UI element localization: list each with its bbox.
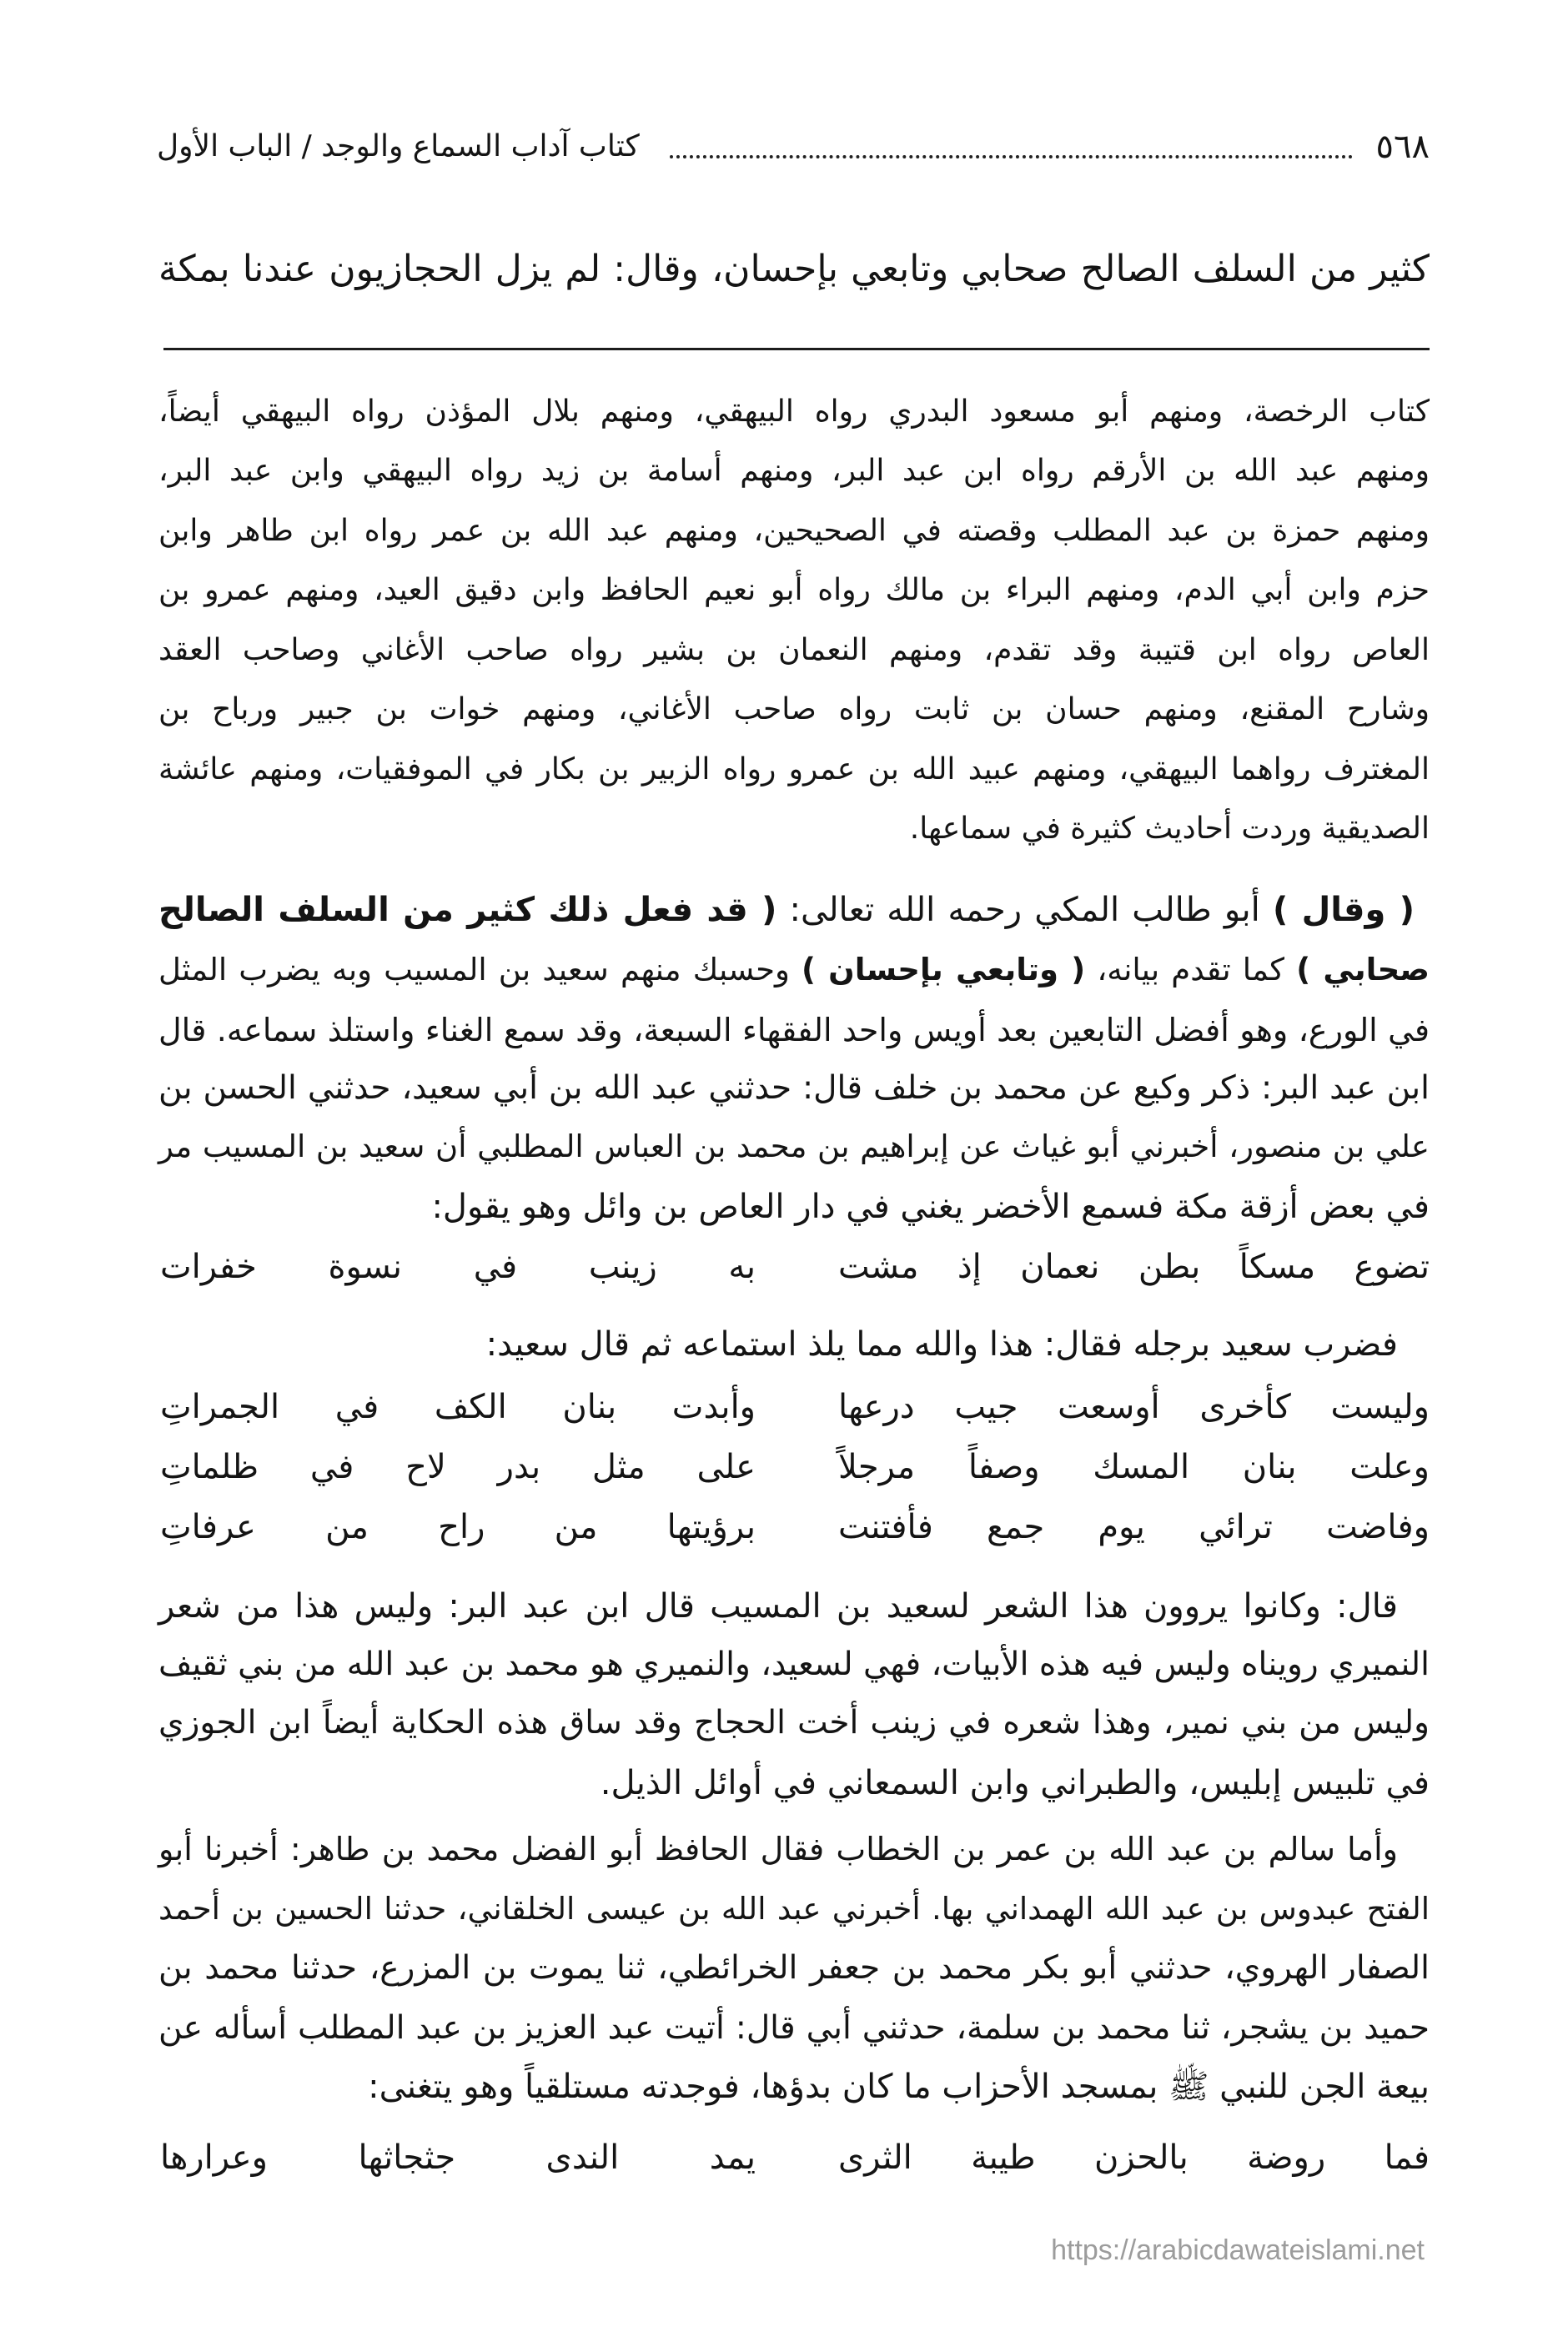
- commentary-text: كما تقدم بيانه،: [1085, 952, 1297, 988]
- body-line: [158, 883, 1430, 937]
- body-line: في تلبيس إبليس، والطبراني وابن السمعاني في أوائل الذيل.: [600, 1764, 1430, 1802]
- footnote-line: حزم وابن أبي الدم، ومنهم البراء بن مالك رواه أبو نعيم الحافظ وابن دقيق العيد، ومنهم عمرو بن: [158, 573, 1430, 607]
- body-line: بيعة الجن للنبي ﷺ بمسجد الأحزاب ما كان بدؤها، فوجدته مستلقياً وهو يتغنى:: [368, 2068, 1430, 2106]
- body-line: وأما سالم بن عبد الله بن عمر بن الخطاب فقال الحافظ أبو الفضل محمد بن طاهر: أخبرنا أبو: [158, 1831, 1398, 1867]
- body-line: [158, 1003, 1430, 1057]
- verse-second-hemistich: يمد الندى جثجاثها وعرارها: [160, 2139, 756, 2177]
- verse-second-hemistich: به زينب في نسوة خفرات: [160, 1248, 756, 1286]
- running-title: كتاب آداب السماع والوجد / الباب الأول: [157, 129, 640, 163]
- body-line: حميد بن يشجر، ثنا محمد بن سلمة، حدثني أبي قال: أتيت عبد العزيز بن عبد المطلب أسأله عن: [158, 2009, 1430, 2047]
- matn-quote: ( قد فعل ذلك كثير من السلف الصالح: [158, 891, 777, 929]
- body-line: قال: وكانوا يروون هذا الشعر لسعيد بن المسيب قال ابن عبد البر: وليس هذا من شعر: [158, 1587, 1398, 1626]
- footnote-line: وشارح المقنع، ومنهم حسان بن ثابت رواه صاحب الأغاني، ومنهم خوات بن جبير ورباح بن: [158, 692, 1430, 726]
- body-line: الصفار الهروي، حدثني أبو بكر محمد بن جعفر الخرائطي، ثنا يموت بن المزرع، حدثنا محمد بن: [158, 1949, 1430, 1987]
- commentary-text: ابن عبد البر: ذكر وكيع عن محمد بن خلف قال: حدثني عبد الله بن أبي سعيد، حدثني الحسن بن: [158, 1069, 1430, 1107]
- body-line: [158, 1062, 1430, 1115]
- matn-quote: صحابي ): [1296, 952, 1430, 988]
- verse-second-hemistich: برؤيتها من راح من عرفاتِ: [160, 1508, 756, 1546]
- main-text-line: كثير من السلف الصالح صحابي وتابعي بإحسان، وقال: لم يزل الحجازيون عندنا بمكة: [158, 248, 1430, 290]
- verse-first-hemistich: وعلت بنان المسك وصفاً مرجلاً: [838, 1448, 1430, 1486]
- footnote-separator: [163, 348, 1430, 350]
- matn-quote: ( وقال ): [1272, 891, 1415, 929]
- footnote-line: العاص رواه ابن قتيبة وقد تقدم، ومنهم النعمان بن بشير رواه صاحب الأغاني وصاحب العقد: [158, 633, 1430, 667]
- verse-first-hemistich: فما روضة بالحزن طيبة الثرى: [838, 2139, 1430, 2177]
- running-header: [157, 120, 1430, 173]
- verse-second-hemistich: على مثل بدر لاح في ظلماتِ: [160, 1448, 756, 1486]
- watermark-url: https://arabicdawateislami.net: [1051, 2234, 1425, 2266]
- verse-first-hemistich: تضوع مسكاً بطن نعمان إذ مشت: [838, 1248, 1430, 1286]
- verse-first-hemistich: وليست كأخرى أوسعت جيب درعها: [838, 1388, 1430, 1426]
- footnote-line: ومنهم عبد الله بن الأرقم رواه ابن عبد البر، ومنهم أسامة بن زيد رواه البيهقي وابن عبد البر،: [158, 454, 1430, 488]
- body-line: [158, 1120, 1430, 1174]
- commentary-text: وحسبك منهم سعيد بن المسيب وبه يضرب المثل: [158, 952, 802, 988]
- body-line: [158, 943, 1430, 997]
- body-line: النميري رويناه وليس فيه هذه الأبيات، فهي لسعيد، والنميري هو محمد بن عبد الله من بني ثقيف: [158, 1646, 1430, 1683]
- commentary-text: في الورع، وهو أفضل التابعين بعد أويس واحد الفقهاء السبعة، وقد سمع الغناء واستلذ سماعه. قال: [158, 1012, 1430, 1048]
- footnote-line: الصديقية وردت أحاديث كثيرة في سماعها.: [909, 812, 1430, 846]
- verse-second-hemistich: وأبدت بنان الكف في الجمراتِ: [160, 1388, 756, 1426]
- body-line: الفتح عبدوس بن عبد الله الهمداني بها. أخبرني عبد الله بن عيسى الخلقاني، حدثنا الحسين بن أحمد: [158, 1891, 1430, 1927]
- dotted-leader: [670, 155, 1353, 158]
- commentary-text: في بعض أزقة مكة فسمع الأخضر يغني في دار العاص بن وائل وهو يقول:: [431, 1188, 1430, 1226]
- matn-quote: ( وتابعي بإحسان ): [802, 952, 1086, 988]
- footnote-line: ومنهم حمزة بن عبد المطلب وقصته في الصحيحين، ومنهم عبد الله بن عمر رواه ابن طاهر وابن: [158, 514, 1430, 548]
- body-line: [158, 1180, 1430, 1234]
- body-line: وليس من بني نمير، وهذا شعره في زينب أخت الحجاج وقد ساق هذه الحكاية أيضاً ابن الجوزي: [158, 1704, 1430, 1741]
- verse-first-hemistich: وفاضت ترائي يوم جمع فأفتنت: [838, 1508, 1430, 1546]
- body-line: فضرب سعيد برجله فقال: هذا والله مما يلذ استماعه ثم قال سعيد:: [485, 1325, 1398, 1364]
- commentary-text: أبو طالب المكي رحمه الله تعالى:: [776, 891, 1273, 929]
- footnote-line: كتاب الرخصة، ومنهم أبو مسعود البدري رواه البيهقي، ومنهم بلال المؤذن رواه البيهقي أيضاً،: [158, 395, 1430, 429]
- footnote-line: المغترف رواهما البيهقي، ومنهم عبيد الله بن عمرو رواه الزبير بن بكار في الموفقيات، ومنهم عائشة: [158, 752, 1430, 787]
- commentary-text: علي بن منصور، أخبرني أبو غياث عن إبراهيم بن محمد بن العباس المطلبي أن سعيد بن المسيب مر: [158, 1128, 1430, 1164]
- page-number: ٥٦٨: [1375, 128, 1430, 166]
